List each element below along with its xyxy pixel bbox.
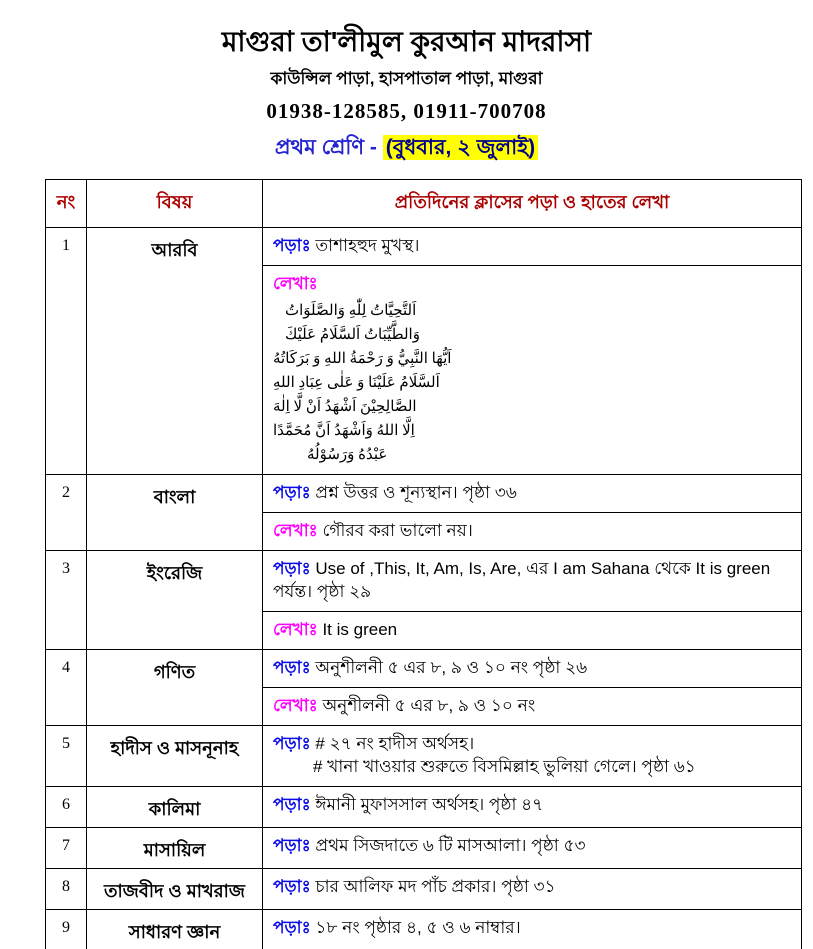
lesson-table-header <box>46 180 802 228</box>
row-serial: 9 <box>46 909 87 949</box>
task-text: প্রশ্ন উত্তর ও শূন্যস্থান। পৃষ্ঠা ৩৬ <box>310 483 517 503</box>
task-text: চার আলিফ মদ পাঁচ প্রকার। পৃষ্ঠা ৩১ <box>310 876 556 896</box>
task-text: It is green <box>317 619 398 639</box>
reading-task <box>263 475 801 512</box>
reading-task <box>263 828 801 865</box>
read-label: পড়াঃ <box>273 657 311 677</box>
task-text: # ২৭ নং হাদীস অর্থসহ। <box>310 733 475 753</box>
table-row <box>46 550 802 649</box>
reading-task <box>263 650 801 687</box>
table-row <box>46 909 802 949</box>
subject-name: মাসায়িল <box>87 827 263 868</box>
lesson-content-cell <box>263 649 802 725</box>
class-line <box>0 131 813 166</box>
header-row <box>46 180 802 228</box>
table-body <box>46 228 802 949</box>
phone-numbers: 01938-128585, 01911-700708 <box>266 99 547 124</box>
arabic-line: الصَّالِحِيْنَ اَشْهَدُ اَنْ لَّا اِلٰهَ <box>273 399 417 416</box>
lesson-content-cell <box>263 550 802 649</box>
read-label: পড়াঃ <box>273 876 311 896</box>
reading-task <box>263 787 801 824</box>
column-header-subject: বিষয় <box>87 180 263 228</box>
row-serial: 7 <box>46 827 87 868</box>
table-row <box>46 725 802 786</box>
reading-task <box>263 869 801 906</box>
lesson-content-cell <box>263 868 802 909</box>
table-row <box>46 475 802 551</box>
arabic-tashahhud-text <box>273 299 791 467</box>
arabic-line: اَلسَّلَامُ عَلَيْنَا وَ عَلٰى عِبَادِ اللهِ <box>273 375 440 392</box>
task-text: অনুশীলনী ৫ এর ৮, ৯ ও ১০ নং পৃষ্ঠা ২৬ <box>310 657 588 677</box>
task-text: ১৮ নং পৃষ্ঠার ৪, ৫ ও ৬ নাম্বার। <box>310 917 521 937</box>
school-address: কাউন্সিল পাড়া, হাসপাতাল পাড়া, মাগুরা <box>270 69 543 89</box>
task-text: তাশাহহুদ মুখস্থ। <box>310 236 420 256</box>
row-serial: 3 <box>46 550 87 649</box>
subject-name: হাদীস ও মাসনূনাহ <box>87 725 263 786</box>
read-label: পড়াঃ <box>273 917 311 937</box>
table-row <box>46 786 802 827</box>
column-header-serial: নং <box>46 180 87 228</box>
row-serial: 5 <box>46 725 87 786</box>
subject-name: বাংলা <box>87 475 263 551</box>
reading-task <box>263 228 801 265</box>
arabic-line: اَيُّهَا النَّبِيُّ وَ رَحْمَةُ اللهِ وَ بَرَكَاتُهُ <box>273 351 452 368</box>
table-row <box>46 649 802 725</box>
lesson-content-cell <box>263 228 802 475</box>
subject-name: গণিত <box>87 649 263 725</box>
writing-task <box>263 265 801 474</box>
class-date-highlight: (বুধবার, ২ জুলাই) <box>383 135 538 160</box>
reading-task <box>263 910 801 947</box>
lesson-content-cell <box>263 725 802 786</box>
writing-task <box>263 611 801 649</box>
write-label: লেখাঃ <box>273 619 318 639</box>
subject-name: কালিমা <box>87 786 263 827</box>
lesson-table <box>45 179 802 949</box>
table-row <box>46 868 802 909</box>
task-text: গৌরব করা ভালো নয়। <box>317 521 473 540</box>
row-serial: 4 <box>46 649 87 725</box>
lesson-content-cell <box>263 786 802 827</box>
table-row <box>46 228 802 475</box>
task-text: Use of ,This, It, Am, Is, Are, এর I am Sahana থেকে It is green পর্যন্ত। পৃষ্ঠা ২৯ <box>273 558 771 601</box>
lesson-content-cell <box>263 909 802 949</box>
task-text: অনুশীলনী ৫ এর ৮, ৯ ও ১০ নং <box>317 695 536 715</box>
read-label: পড়াঃ <box>273 733 311 753</box>
class-name-label: প্রথম শ্রেণি - <box>274 136 383 160</box>
table-row <box>46 827 802 868</box>
read-label: পড়াঃ <box>273 483 311 503</box>
read-label: পড়াঃ <box>273 558 311 578</box>
row-serial: 6 <box>46 786 87 827</box>
reading-task <box>263 551 801 611</box>
task-text-continued: # খানা খাওয়ার শুরুতে বিসমিল্লাহ ভুলিয়া গেলে। পৃষ্ঠা ৬১ <box>313 756 696 776</box>
subject-name: আরবি <box>87 228 263 475</box>
writing-task <box>263 512 801 550</box>
subject-name: তাজবীদ ও মাখরাজ <box>87 868 263 909</box>
arabic-line: وَالطَّيِّبَاتُ اَلسَّلَامُ عَلَيْكَ <box>285 327 420 344</box>
read-label: পড়াঃ <box>273 794 311 814</box>
writing-task <box>263 687 801 725</box>
write-label: লেখাঃ <box>273 274 318 294</box>
row-serial: 8 <box>46 868 87 909</box>
read-label: পড়াঃ <box>273 835 311 855</box>
task-text: ঈমানী মুফাসসাল অর্থসহ। পৃষ্ঠা ৪৭ <box>310 794 544 814</box>
arabic-line: اَلتَّحِيَّاتُ لِلّٰهِ وَالصَّلَوَاتُ <box>285 303 417 320</box>
write-label: লেখাঃ <box>273 695 318 715</box>
arabic-line: عَبْدُهُ وَرَسُوْلُهُ <box>307 447 388 464</box>
task-text: প্রথম সিজদাতে ৬ টি মাসআলা। পৃষ্ঠা ৫৩ <box>310 835 586 855</box>
lesson-content-cell <box>263 827 802 868</box>
subject-name: সাধারণ জ্ঞান <box>87 909 263 949</box>
row-serial: 2 <box>46 475 87 551</box>
column-header-lesson: প্রতিদিনের ক্লাসের পড়া ও হাতের লেখা <box>263 180 802 228</box>
reading-task <box>263 726 801 786</box>
document-header <box>0 0 813 166</box>
row-serial: 1 <box>46 228 87 475</box>
arabic-line: اِلَّا اللهُ وَاَشْهَدُ اَنَّ مُحَمَّدًا <box>273 423 415 440</box>
read-label: পড়াঃ <box>273 236 311 256</box>
school-title: মাগুরা তা'লীমুল কুরআন মাদরাসা <box>221 26 592 57</box>
lesson-content-cell <box>263 475 802 551</box>
write-label: লেখাঃ <box>273 521 318 540</box>
subject-name: ইংরেজি <box>87 550 263 649</box>
